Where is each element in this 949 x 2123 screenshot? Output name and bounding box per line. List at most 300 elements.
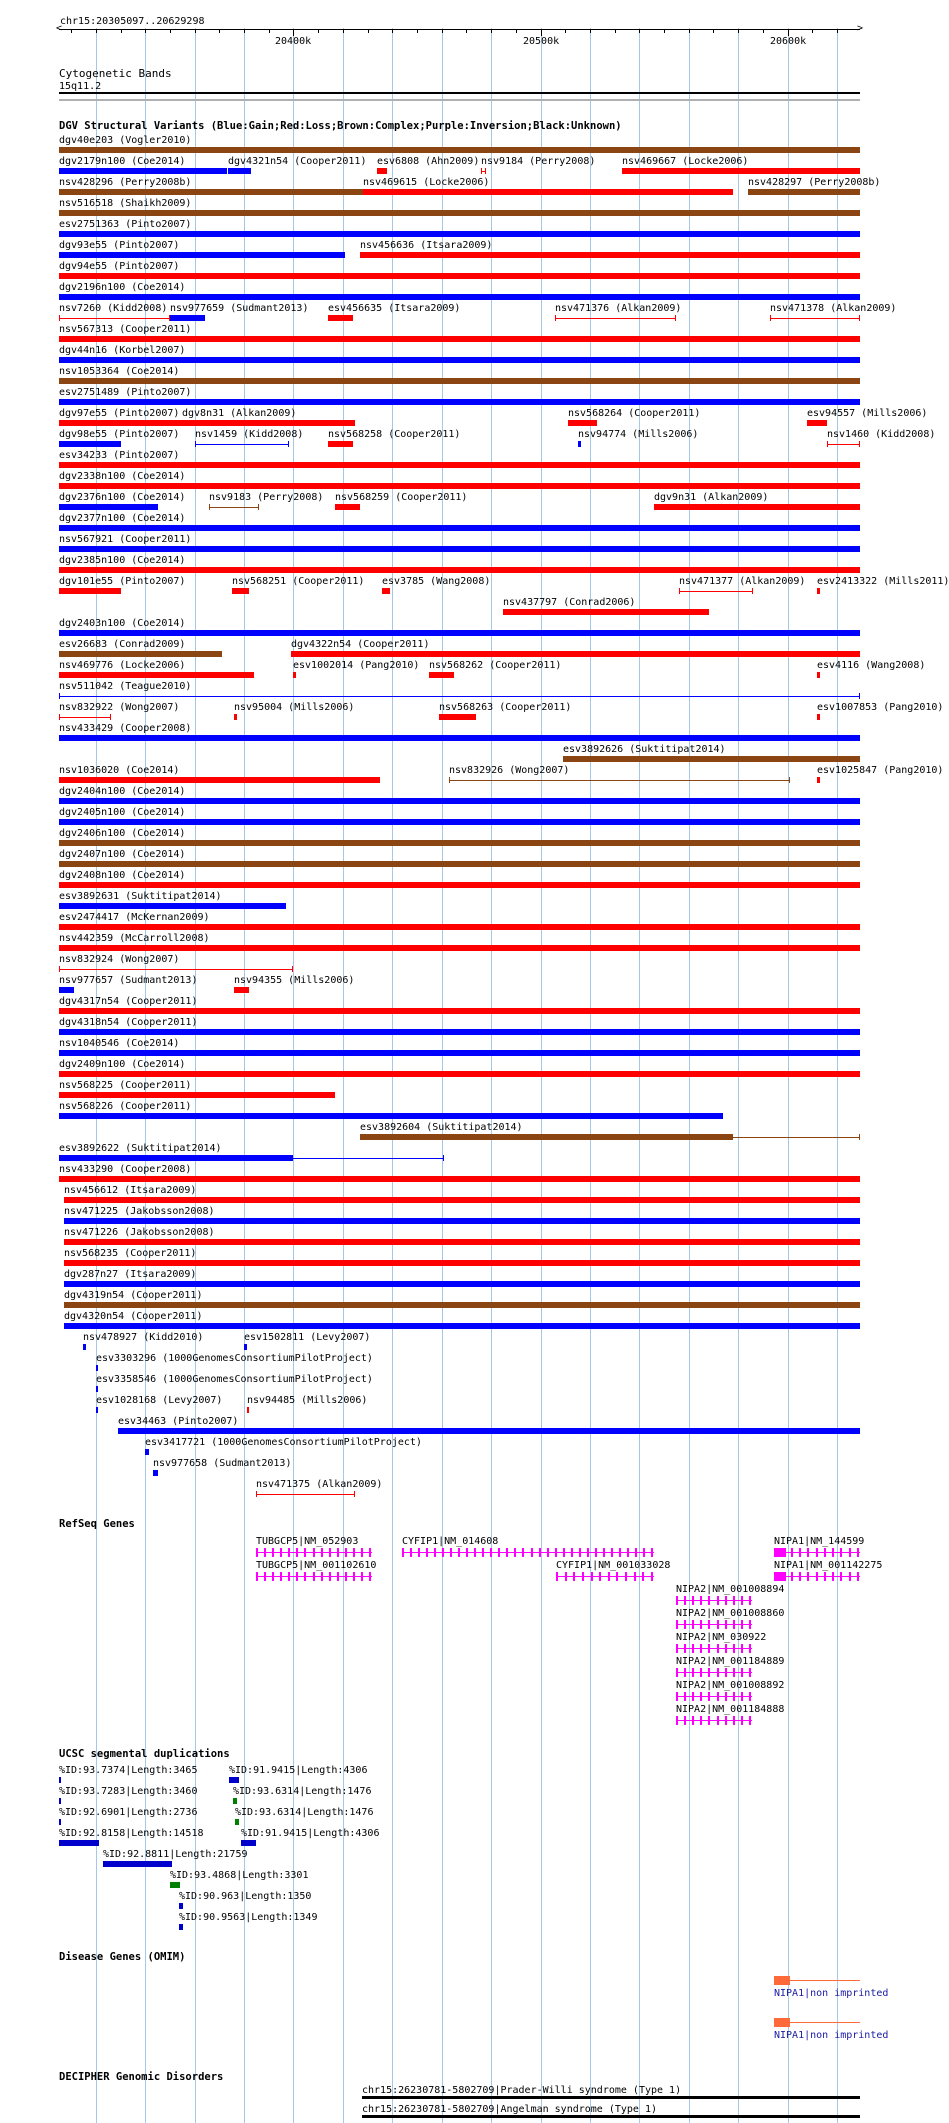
dgv-feature-bar[interactable] xyxy=(59,924,860,930)
dgv-feature-bar[interactable] xyxy=(335,504,360,510)
dgv-feature-label: esv3892604 (Suktitipat2014) xyxy=(360,1122,523,1133)
dgv-feature-bar[interactable] xyxy=(244,1344,247,1350)
ruler-tick xyxy=(71,30,72,33)
dgv-feature-bar[interactable] xyxy=(59,252,345,258)
dgv-feature-label: dgv9n31 (Alkan2009) xyxy=(654,492,769,503)
track-divider xyxy=(59,99,860,101)
dgv-feature-label: nsv568251 (Cooper2011) xyxy=(232,576,365,587)
gene-exon xyxy=(692,1644,694,1653)
gene-exon xyxy=(782,1572,784,1581)
dgv-feature-cap xyxy=(256,1491,257,1497)
dgv-feature-bar[interactable] xyxy=(59,1092,335,1098)
ruler-tick xyxy=(565,30,566,33)
dgv-feature-cap xyxy=(59,693,60,699)
dgv-feature-bar[interactable] xyxy=(59,189,363,195)
segdup-label: %ID:93.6314|Length:1476 xyxy=(235,1807,374,1818)
dgv-feature-bar[interactable] xyxy=(439,714,476,720)
dgv-feature-bar[interactable] xyxy=(64,1218,860,1224)
dgv-feature-label: esv3417721 (1000GenomesConsortiumPilotProject) xyxy=(145,1437,422,1448)
gene-exon xyxy=(571,1548,573,1557)
dgv-feature-label: nsv568235 (Cooper2011) xyxy=(64,1248,197,1259)
segdup-label: %ID:93.4868|Length:3301 xyxy=(170,1870,309,1881)
gene-exon xyxy=(547,1548,549,1557)
gene-exon xyxy=(321,1548,323,1557)
gene-exon xyxy=(741,1620,743,1629)
dgv-feature-bar[interactable] xyxy=(807,420,827,426)
dgv-feature-cap xyxy=(288,441,289,447)
dgv-feature-bar[interactable] xyxy=(654,504,860,510)
decipher-label: chr15:26230781-5802709|Angelman syndrome (Type 1) xyxy=(362,2104,658,2115)
dgv-feature-bar[interactable] xyxy=(64,1302,860,1308)
dgv-feature-bar[interactable] xyxy=(64,1323,860,1329)
dgv-feature-bar[interactable] xyxy=(360,252,860,258)
dgv-feature-label: esv3892626 (Suktitipat2014) xyxy=(563,744,726,755)
dgv-feature-bar[interactable] xyxy=(59,861,860,867)
dgv-feature-bar[interactable] xyxy=(59,945,860,951)
dgv-feature-bar[interactable] xyxy=(234,714,237,720)
dgv-feature-cap xyxy=(770,315,771,321)
ruler-tick xyxy=(590,30,591,33)
dgv-feature-bar[interactable] xyxy=(59,567,860,573)
dgv-feature-cap xyxy=(443,1155,444,1161)
dgv-feature-line[interactable] xyxy=(733,1137,860,1138)
dgv-feature-bar[interactable] xyxy=(817,672,820,678)
segdup-bar[interactable] xyxy=(233,1798,237,1804)
dgv-feature-line[interactable] xyxy=(195,444,289,445)
dgv-feature-bar[interactable] xyxy=(59,1050,860,1056)
dgv-feature-bar[interactable] xyxy=(96,1386,98,1392)
dgv-feature-cap xyxy=(555,315,556,321)
ruler-tick xyxy=(812,30,813,33)
dgv-feature-bar[interactable] xyxy=(568,420,597,426)
gene-exon xyxy=(337,1548,339,1557)
dgv-feature-bar[interactable] xyxy=(153,1470,158,1476)
gene-exon xyxy=(587,1548,589,1557)
dgv-feature-label: esv456635 (Itsara2009) xyxy=(328,303,461,314)
dgv-feature-cap xyxy=(195,441,196,447)
segdup-bar[interactable] xyxy=(179,1924,183,1930)
dgv-feature-bar[interactable] xyxy=(59,777,380,783)
gene-exon xyxy=(539,1548,541,1557)
dgv-feature-label: nsv456612 (Itsara2009) xyxy=(64,1185,197,1196)
dgv-feature-bar[interactable] xyxy=(293,672,296,678)
position-label: chr15:20305097..20629298 xyxy=(60,16,205,27)
gene-exon xyxy=(700,1692,702,1701)
dgv-feature-label: nsv568259 (Cooper2011) xyxy=(335,492,468,503)
dgv-feature-bar[interactable] xyxy=(328,315,353,321)
gene-exon xyxy=(531,1548,533,1557)
gene-exon xyxy=(555,1548,557,1557)
dgv-feature-label: nsv977658 (Sudmant2013) xyxy=(153,1458,292,1469)
gene-exon xyxy=(627,1548,629,1557)
dgv-feature-bar[interactable] xyxy=(817,588,820,594)
gene-exon xyxy=(741,1692,743,1701)
dgv-feature-label: nsv471375 (Alkan2009) xyxy=(256,1479,383,1490)
dgv-feature-bar[interactable] xyxy=(382,588,390,594)
gene-exon xyxy=(498,1548,500,1557)
dgv-feature-label: nsv568226 (Cooper2011) xyxy=(59,1101,192,1112)
decipher-label: chr15:26230781-5802709|Prader-Willi syndrome (Type 1) xyxy=(362,2085,682,2096)
segdup-bar[interactable] xyxy=(241,1840,256,1846)
segdup-bar[interactable] xyxy=(229,1777,239,1783)
gene-intron-line[interactable] xyxy=(556,1576,654,1577)
gene-exon xyxy=(749,1620,751,1629)
dgv-feature-bar[interactable] xyxy=(64,1197,860,1203)
dgv-feature-label: dgv2403n100 (Coe2014) xyxy=(59,618,186,629)
decipher-bar[interactable] xyxy=(362,2096,860,2099)
segdup-bar[interactable] xyxy=(179,1903,183,1909)
dgv-feature-bar[interactable] xyxy=(96,1407,98,1413)
dgv-feature-line[interactable] xyxy=(256,1494,355,1495)
dgv-feature-bar[interactable] xyxy=(59,735,860,741)
dgv-feature-bar[interactable] xyxy=(622,168,860,174)
dgv-feature-label: nsv832924 (Wong2007) xyxy=(59,954,180,965)
gene-exon xyxy=(482,1548,484,1557)
segdup-bar[interactable] xyxy=(170,1882,180,1888)
gene-exon xyxy=(256,1548,258,1557)
segdup-label: %ID:90.9563|Length:1349 xyxy=(179,1912,318,1923)
dgv-feature-label: dgv8n31 (Alkan2009) xyxy=(182,408,297,419)
gene-exon xyxy=(791,1548,793,1557)
omim-track-title: Disease Genes (OMIM) xyxy=(59,1951,186,1963)
dgv-feature-bar[interactable] xyxy=(748,189,860,195)
gene-exon xyxy=(361,1548,363,1557)
gene-exon xyxy=(708,1620,710,1629)
dgv-feature-bar[interactable] xyxy=(59,1071,860,1077)
dgv-feature-bar[interactable] xyxy=(59,546,860,552)
dgv-feature-line[interactable] xyxy=(209,507,259,508)
decipher-track-title: DECIPHER Genomic Disorders xyxy=(59,2071,224,2083)
dgv-feature-bar[interactable] xyxy=(59,231,860,237)
dgv-feature-line[interactable] xyxy=(293,1158,444,1159)
dgv-feature-label: dgv2196n100 (Coe2014) xyxy=(59,282,186,293)
gene-exon xyxy=(824,1572,826,1581)
dgv-feature-label: dgv2179n100 (Coe2014) xyxy=(59,156,186,167)
dgv-feature-line[interactable] xyxy=(59,696,860,697)
gene-exon xyxy=(434,1548,436,1557)
segdup-bar[interactable] xyxy=(235,1819,239,1825)
gene-exon xyxy=(296,1572,298,1581)
dgv-feature-label: nsv471378 (Alkan2009) xyxy=(770,303,897,314)
gene-exon xyxy=(522,1548,524,1557)
dgv-feature-bar[interactable] xyxy=(83,1344,86,1350)
gene-intron-line[interactable] xyxy=(402,1552,654,1553)
gene-exon xyxy=(599,1572,601,1581)
gene-exon xyxy=(264,1548,266,1557)
dgv-feature-label: esv3358546 (1000GenomesConsortiumPilotProject) xyxy=(96,1374,373,1385)
dgv-feature-label: dgv2408n100 (Coe2014) xyxy=(59,870,186,881)
dgv-feature-cap xyxy=(859,441,860,447)
gene-exon xyxy=(458,1548,460,1557)
dgv-feature-bar[interactable] xyxy=(59,987,74,993)
dgv-feature-label: nsv428296 (Perry2008b) xyxy=(59,177,192,188)
gene-exon xyxy=(313,1548,315,1557)
dgv-feature-bar[interactable] xyxy=(59,294,860,300)
segdup-track-title: UCSC segmental duplications xyxy=(59,1748,230,1760)
gene-exon xyxy=(591,1572,593,1581)
dgv-feature-label: esv3303296 (1000GenomesConsortiumPilotProject) xyxy=(96,1353,373,1364)
dgv-feature-label: esv6808 (Ahn2009) xyxy=(377,156,480,167)
dgv-feature-label: nsv568225 (Cooper2011) xyxy=(59,1080,192,1091)
dgv-feature-line[interactable] xyxy=(59,717,111,718)
gene-exon xyxy=(816,1572,818,1581)
ruler-tick xyxy=(269,30,270,33)
dgv-feature-bar[interactable] xyxy=(429,672,454,678)
ruler-tick xyxy=(516,30,517,33)
gene-exon xyxy=(573,1572,575,1581)
gene-exon xyxy=(708,1644,710,1653)
gene-exon xyxy=(840,1572,842,1581)
gene-exon xyxy=(684,1596,686,1605)
dgv-feature-bar[interactable] xyxy=(59,798,860,804)
dgv-feature-bar[interactable] xyxy=(59,210,860,216)
dgv-feature-label: nsv1459 (Kidd2008) xyxy=(195,429,304,440)
dgv-feature-label: nsv568258 (Cooper2011) xyxy=(328,429,461,440)
dgv-feature-bar[interactable] xyxy=(64,1239,860,1245)
dgv-feature-label: dgv2405n100 (Coe2014) xyxy=(59,807,186,818)
gene-exon xyxy=(337,1572,339,1581)
dgv-feature-label: esv1007853 (Pang2010) xyxy=(817,702,944,713)
dgv-feature-label: nsv1460 (Kidd2008) xyxy=(827,429,936,440)
dgv-feature-label: esv94557 (Mills2006) xyxy=(807,408,928,419)
segdup-bar[interactable] xyxy=(59,1798,61,1804)
dgv-feature-label: dgv4319n54 (Cooper2011) xyxy=(64,1290,203,1301)
dgv-feature-bar[interactable] xyxy=(578,441,581,447)
omim-label: NIPA1|non imprinted xyxy=(774,1988,889,1999)
dgv-feature-bar[interactable] xyxy=(59,1008,860,1014)
dgv-feature-label: dgv4318n54 (Cooper2011) xyxy=(59,1017,198,1028)
dgv-feature-bar[interactable] xyxy=(377,168,387,174)
gene-exon xyxy=(565,1572,567,1581)
dgv-feature-bar[interactable] xyxy=(96,1365,98,1371)
dgv-feature-bar[interactable] xyxy=(64,1260,860,1266)
dgv-feature-cap xyxy=(481,168,482,174)
dgv-feature-bar[interactable] xyxy=(59,147,860,153)
dgv-feature-bar[interactable] xyxy=(234,987,249,993)
gene-label: NIPA2|NM_001008892 xyxy=(676,1680,785,1691)
omim-block[interactable] xyxy=(774,2018,790,2027)
gene-exon xyxy=(676,1644,678,1653)
ruler-tick xyxy=(639,30,640,33)
gene-exon xyxy=(708,1716,710,1725)
segdup-bar[interactable] xyxy=(59,1819,61,1825)
dgv-feature-bar[interactable] xyxy=(59,483,860,489)
gene-exon xyxy=(700,1620,702,1629)
omim-line xyxy=(790,2022,860,2023)
dgv-feature-label: dgv101e55 (Pinto2007) xyxy=(59,576,186,587)
gene-exon xyxy=(717,1620,719,1629)
gene-label: NIPA2|NM_001184889 xyxy=(676,1656,785,1667)
dgv-feature-bar[interactable] xyxy=(817,714,820,720)
gene-exon xyxy=(832,1548,834,1557)
gene-exon xyxy=(616,1572,618,1581)
dgv-feature-cap xyxy=(675,315,676,321)
dgv-feature-bar[interactable] xyxy=(503,609,709,615)
decipher-bar[interactable] xyxy=(362,2115,860,2118)
gene-exon xyxy=(733,1716,735,1725)
dgv-feature-bar[interactable] xyxy=(59,672,254,678)
dgv-feature-bar[interactable] xyxy=(182,420,355,426)
segdup-bar[interactable] xyxy=(59,1840,99,1846)
dgv-feature-label: dgv98e55 (Pinto2007) xyxy=(59,429,180,440)
omim-line xyxy=(790,1980,860,1981)
ruler-tick xyxy=(195,30,196,33)
dgv-feature-bar[interactable] xyxy=(59,1029,860,1035)
dgv-feature-label: dgv2409n100 (Coe2014) xyxy=(59,1059,186,1070)
dgv-feature-label: nsv977657 (Sudmant2013) xyxy=(59,975,198,986)
ruler-tick xyxy=(318,30,319,33)
dgv-feature-cap xyxy=(859,315,860,321)
gene-exon xyxy=(857,1572,859,1581)
dgv-feature-bar[interactable] xyxy=(59,525,860,531)
ruler-tick xyxy=(170,30,171,33)
segdup-bar[interactable] xyxy=(103,1861,172,1867)
dgv-feature-label: esv1002014 (Pang2010) xyxy=(293,660,420,671)
gene-exon xyxy=(634,1572,636,1581)
dgv-feature-bar[interactable] xyxy=(59,651,222,657)
dgv-feature-label: dgv40e203 (Vogler2010) xyxy=(59,135,192,146)
ruler-tick xyxy=(219,30,220,33)
dgv-feature-bar[interactable] xyxy=(59,504,158,510)
gene-exon xyxy=(256,1572,258,1581)
dgv-feature-bar[interactable] xyxy=(59,441,121,447)
dgv-feature-label: nsv832926 (Wong2007) xyxy=(449,765,570,776)
dgv-feature-bar[interactable] xyxy=(59,630,860,636)
segdup-bar[interactable] xyxy=(59,1777,61,1783)
gene-exon xyxy=(791,1572,793,1581)
dgv-feature-bar[interactable] xyxy=(59,882,860,888)
dgv-feature-bar[interactable] xyxy=(59,420,182,426)
dgv-feature-label: nsv471376 (Alkan2009) xyxy=(555,303,682,314)
segdup-label: %ID:90.963|Length:1350 xyxy=(179,1891,312,1902)
gene-exon xyxy=(733,1692,735,1701)
dgv-feature-bar[interactable] xyxy=(247,1407,249,1413)
dgv-feature-bar[interactable] xyxy=(59,462,860,468)
dgv-feature-line[interactable] xyxy=(770,318,860,319)
dgv-feature-cap xyxy=(292,966,293,972)
gene-exon xyxy=(807,1548,809,1557)
gene-exon xyxy=(264,1572,266,1581)
dgv-feature-label: nsv567921 (Cooper2011) xyxy=(59,534,192,545)
gene-exon xyxy=(700,1716,702,1725)
gene-exon xyxy=(725,1620,727,1629)
dgv-track-title: DGV Structural Variants (Blue:Gain;Red:Loss;Brown:Complex;Purple:Inversion;Black:Unknown) xyxy=(59,120,622,132)
dgv-feature-bar[interactable] xyxy=(817,777,820,783)
dgv-feature-label: esv26683 (Conrad2009) xyxy=(59,639,186,650)
dgv-feature-label: dgv2406n100 (Coe2014) xyxy=(59,828,186,839)
dgv-feature-bar[interactable] xyxy=(59,399,860,405)
dgv-feature-bar[interactable] xyxy=(59,588,121,594)
omim-block[interactable] xyxy=(774,1976,790,1985)
dgv-feature-bar[interactable] xyxy=(563,756,860,762)
gene-exon xyxy=(840,1548,842,1557)
segdup-label: %ID:92.6901|Length:2736 xyxy=(59,1807,198,1818)
gene-exon xyxy=(563,1548,565,1557)
dgv-feature-bar[interactable] xyxy=(59,336,860,342)
gene-exon xyxy=(272,1572,274,1581)
dgv-feature-bar[interactable] xyxy=(328,441,353,447)
dgv-feature-bar[interactable] xyxy=(118,1428,860,1434)
dgv-feature-bar[interactable] xyxy=(291,651,860,657)
cyto-band-bar[interactable] xyxy=(59,92,860,94)
omim-label: NIPA1|non imprinted xyxy=(774,2030,889,2041)
gene-exon xyxy=(749,1596,751,1605)
gene-exon xyxy=(296,1548,298,1557)
cyto-track-title: Cytogenetic Bands xyxy=(59,67,172,80)
dgv-feature-label: dgv4322n54 (Cooper2011) xyxy=(291,639,430,650)
gene-exon xyxy=(700,1596,702,1605)
dgv-feature-bar[interactable] xyxy=(59,273,860,279)
dgv-feature-bar[interactable] xyxy=(59,357,860,363)
dgv-feature-line[interactable] xyxy=(555,318,676,319)
dgv-feature-line[interactable] xyxy=(679,591,753,592)
dgv-feature-line[interactable] xyxy=(59,318,170,319)
dgv-feature-cap xyxy=(258,504,259,510)
gene-exon xyxy=(824,1548,826,1557)
gene-exon xyxy=(849,1572,851,1581)
dgv-feature-label: nsv469667 (Locke2006) xyxy=(622,156,749,167)
gene-exon xyxy=(450,1548,452,1557)
dgv-feature-label: dgv287n27 (Itsara2009) xyxy=(64,1269,197,1280)
dgv-feature-bar[interactable] xyxy=(59,903,286,909)
gene-exon xyxy=(857,1548,859,1557)
dgv-feature-bar[interactable] xyxy=(170,315,205,321)
gene-exon xyxy=(799,1548,801,1557)
dgv-feature-bar[interactable] xyxy=(363,189,733,195)
dgv-feature-bar[interactable] xyxy=(59,168,227,174)
dgv-feature-line[interactable] xyxy=(827,444,860,445)
gene-exon xyxy=(717,1716,719,1725)
dgv-feature-label: dgv2377n100 (Coe2014) xyxy=(59,513,186,524)
dgv-feature-bar[interactable] xyxy=(59,840,860,846)
dgv-feature-label: dgv2376n100 (Coe2014) xyxy=(59,492,186,503)
gene-exon xyxy=(749,1668,751,1677)
dgv-feature-label: esv1028168 (Levy2007) xyxy=(96,1395,223,1406)
segdup-label: %ID:92.8811|Length:21759 xyxy=(103,1849,248,1860)
dgv-feature-bar[interactable] xyxy=(360,1134,733,1140)
dgv-feature-label: nsv433429 (Cooper2008) xyxy=(59,723,192,734)
dgv-feature-cap xyxy=(789,777,790,783)
dgv-feature-bar[interactable] xyxy=(64,1281,860,1287)
dgv-feature-bar[interactable] xyxy=(232,588,249,594)
gene-exon xyxy=(272,1548,274,1557)
gene-exon xyxy=(288,1572,290,1581)
dgv-feature-bar[interactable] xyxy=(228,168,251,174)
dgv-feature-label: dgv4320n54 (Cooper2011) xyxy=(64,1311,203,1322)
dgv-feature-label: nsv9184 (Perry2008) xyxy=(481,156,596,167)
gene-exon xyxy=(692,1692,694,1701)
dgv-feature-line[interactable] xyxy=(59,969,293,970)
dgv-feature-bar[interactable] xyxy=(59,1113,723,1119)
dgv-feature-line[interactable] xyxy=(449,780,790,781)
dgv-feature-label: nsv94355 (Mills2006) xyxy=(234,975,355,986)
dgv-feature-label: nsv95004 (Mills2006) xyxy=(234,702,355,713)
dgv-feature-bar[interactable] xyxy=(59,819,860,825)
dgv-feature-label: nsv516518 (Shaikh2009) xyxy=(59,198,192,209)
ruler-arrow-left: < xyxy=(56,23,63,34)
dgv-feature-label: dgv2385n100 (Coe2014) xyxy=(59,555,186,566)
ruler-tick xyxy=(442,30,443,33)
dgv-feature-bar[interactable] xyxy=(59,1155,293,1161)
gene-exon xyxy=(832,1572,834,1581)
dgv-feature-bar[interactable] xyxy=(145,1449,149,1455)
gene-exon xyxy=(684,1620,686,1629)
dgv-feature-cap xyxy=(679,588,680,594)
gene-exon xyxy=(608,1572,610,1581)
dgv-feature-bar[interactable] xyxy=(59,1176,860,1182)
dgv-feature-bar[interactable] xyxy=(59,378,860,384)
dgv-feature-cap xyxy=(59,315,60,321)
